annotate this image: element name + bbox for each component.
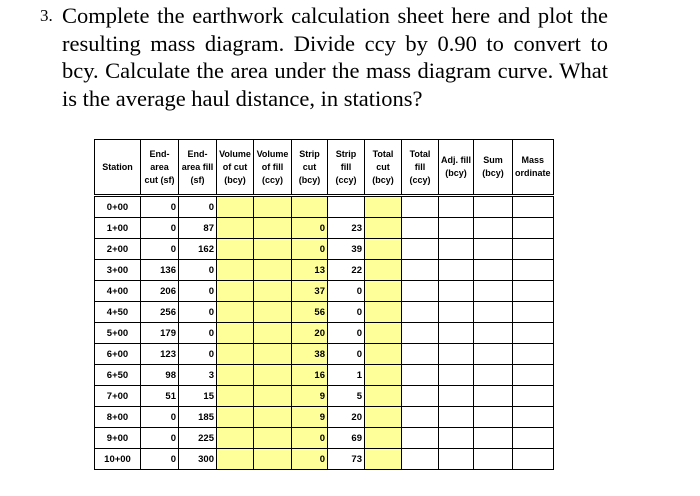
cell-strip-cut: 38 xyxy=(292,344,328,365)
table-row xyxy=(95,218,554,239)
cell-station: 0+00 xyxy=(95,196,141,218)
cell-sum xyxy=(474,386,513,407)
table-row xyxy=(95,196,554,218)
cell-mass-ordinate xyxy=(513,323,554,344)
cell-total-cut xyxy=(365,218,402,239)
cell-station: 6+00 xyxy=(95,344,141,365)
cell-total-fill xyxy=(402,344,439,365)
cell-strip-cut: 9 xyxy=(292,407,328,428)
cell-total-cut xyxy=(365,323,402,344)
cell-strip-fill: 20 xyxy=(328,407,365,428)
cell-total-fill xyxy=(402,428,439,449)
header-strip-fill: Strip fill (ccy) xyxy=(328,140,365,196)
cell-station: 4+00 xyxy=(95,281,141,302)
cell-total-cut xyxy=(365,428,402,449)
cell-total-fill xyxy=(402,407,439,428)
cell-strip-cut: 37 xyxy=(292,281,328,302)
cell-strip-cut: 20 xyxy=(292,323,328,344)
cell-end-area-fill: 3 xyxy=(179,365,217,386)
cell-adj-fill xyxy=(439,323,474,344)
cell-end-area-cut: 179 xyxy=(141,323,179,344)
cell-mass-ordinate xyxy=(513,344,554,365)
cell-volume-fill xyxy=(254,281,292,302)
cell-total-fill xyxy=(402,386,439,407)
cell-adj-fill xyxy=(439,449,474,470)
cell-adj-fill xyxy=(439,365,474,386)
cell-sum xyxy=(474,365,513,386)
cell-strip-fill xyxy=(328,196,365,218)
table-row xyxy=(95,386,554,407)
cell-mass-ordinate xyxy=(513,386,554,407)
cell-volume-cut xyxy=(217,302,254,323)
table-row xyxy=(95,344,554,365)
cell-strip-fill: 0 xyxy=(328,323,365,344)
cell-volume-cut xyxy=(217,260,254,281)
cell-volume-fill xyxy=(254,449,292,470)
cell-total-fill xyxy=(402,239,439,260)
cell-end-area-cut: 136 xyxy=(141,260,179,281)
header-total-fill: Total fill (ccy) xyxy=(402,140,439,196)
cell-sum xyxy=(474,218,513,239)
cell-strip-cut: 9 xyxy=(292,386,328,407)
cell-end-area-cut: 51 xyxy=(141,386,179,407)
header-sum: Sum (bcy) xyxy=(474,140,513,196)
cell-volume-fill xyxy=(254,428,292,449)
cell-end-area-cut: 98 xyxy=(141,365,179,386)
cell-end-area-fill: 300 xyxy=(179,449,217,470)
table-row xyxy=(95,407,554,428)
cell-station: 4+50 xyxy=(95,302,141,323)
cell-strip-cut: 56 xyxy=(292,302,328,323)
cell-strip-cut: 0 xyxy=(292,239,328,260)
cell-volume-cut xyxy=(217,386,254,407)
problem-text: Complete the earthwork calculation sheet here and plot the resulting mass diagram. Divide ccy by 0.90 to convert to bcy. Calculate the area under the mass diagram curve. What is the average haul distance, in stations? xyxy=(62,3,608,111)
cell-volume-cut xyxy=(217,428,254,449)
cell-end-area-cut: 206 xyxy=(141,281,179,302)
cell-sum xyxy=(474,302,513,323)
cell-strip-cut: 13 xyxy=(292,260,328,281)
cell-station: 10+00 xyxy=(95,449,141,470)
table-row xyxy=(95,260,554,281)
cell-end-area-fill: 15 xyxy=(179,386,217,407)
cell-station: 5+00 xyxy=(95,323,141,344)
cell-mass-ordinate xyxy=(513,239,554,260)
header-end-area-fill: End-area fill (sf) xyxy=(179,140,217,196)
cell-station: 6+50 xyxy=(95,365,141,386)
cell-sum xyxy=(474,449,513,470)
cell-total-fill xyxy=(402,323,439,344)
cell-volume-cut xyxy=(217,323,254,344)
cell-total-fill xyxy=(402,449,439,470)
cell-end-area-cut: 0 xyxy=(141,428,179,449)
cell-volume-fill xyxy=(254,302,292,323)
header-strip-cut: Strip cut (bcy) xyxy=(292,140,328,196)
earthwork-calculation-sheet xyxy=(94,139,554,470)
problem-number: 3. xyxy=(40,6,53,25)
cell-end-area-fill: 185 xyxy=(179,407,217,428)
cell-strip-cut: 16 xyxy=(292,365,328,386)
header-total-cut: Total cut (bcy) xyxy=(365,140,402,196)
header-mass-ordinate: Mass ordinate xyxy=(513,140,554,196)
sheet-body xyxy=(95,196,554,470)
cell-mass-ordinate xyxy=(513,302,554,323)
table-row xyxy=(95,449,554,470)
cell-volume-cut xyxy=(217,449,254,470)
cell-adj-fill xyxy=(439,218,474,239)
cell-station: 8+00 xyxy=(95,407,141,428)
cell-volume-fill xyxy=(254,386,292,407)
cell-adj-fill xyxy=(439,407,474,428)
cell-strip-fill: 39 xyxy=(328,239,365,260)
cell-volume-fill xyxy=(254,407,292,428)
cell-total-fill xyxy=(402,302,439,323)
header-volume-cut: Volume of cut (bcy) xyxy=(217,140,254,196)
table-row xyxy=(95,365,554,386)
cell-adj-fill xyxy=(439,260,474,281)
cell-volume-fill xyxy=(254,365,292,386)
cell-total-cut xyxy=(365,196,402,218)
cell-strip-fill: 22 xyxy=(328,260,365,281)
cell-total-cut xyxy=(365,344,402,365)
cell-sum xyxy=(474,407,513,428)
cell-station: 2+00 xyxy=(95,239,141,260)
cell-strip-fill: 0 xyxy=(328,344,365,365)
cell-end-area-fill: 0 xyxy=(179,281,217,302)
cell-end-area-cut: 256 xyxy=(141,302,179,323)
cell-mass-ordinate xyxy=(513,196,554,218)
cell-end-area-fill: 0 xyxy=(179,302,217,323)
cell-sum xyxy=(474,281,513,302)
cell-end-area-fill: 0 xyxy=(179,323,217,344)
cell-strip-fill: 5 xyxy=(328,386,365,407)
cell-end-area-fill: 162 xyxy=(179,239,217,260)
cell-end-area-fill: 0 xyxy=(179,260,217,281)
cell-adj-fill xyxy=(439,428,474,449)
header-volume-fill: Volume of fill (ccy) xyxy=(254,140,292,196)
cell-end-area-cut: 0 xyxy=(141,196,179,218)
cell-volume-cut xyxy=(217,365,254,386)
cell-strip-fill: 69 xyxy=(328,428,365,449)
cell-end-area-fill: 0 xyxy=(179,196,217,218)
cell-strip-fill: 73 xyxy=(328,449,365,470)
cell-station: 1+00 xyxy=(95,218,141,239)
cell-strip-cut: 0 xyxy=(292,428,328,449)
cell-end-area-cut: 0 xyxy=(141,449,179,470)
cell-station: 3+00 xyxy=(95,260,141,281)
cell-adj-fill xyxy=(439,196,474,218)
cell-total-cut xyxy=(365,260,402,281)
cell-mass-ordinate xyxy=(513,449,554,470)
cell-total-fill xyxy=(402,260,439,281)
cell-volume-cut xyxy=(217,407,254,428)
header-end-area-cut: End-area cut (sf) xyxy=(141,140,179,196)
header-station: Station xyxy=(95,140,141,196)
cell-end-area-fill: 225 xyxy=(179,428,217,449)
cell-end-area-fill: 87 xyxy=(179,218,217,239)
cell-total-cut xyxy=(365,365,402,386)
cell-mass-ordinate xyxy=(513,281,554,302)
cell-total-cut xyxy=(365,239,402,260)
cell-mass-ordinate xyxy=(513,218,554,239)
cell-volume-cut xyxy=(217,281,254,302)
cell-total-cut xyxy=(365,449,402,470)
cell-sum xyxy=(474,196,513,218)
header-adj-fill: Adj. fill (bcy) xyxy=(439,140,474,196)
cell-volume-cut xyxy=(217,196,254,218)
cell-mass-ordinate xyxy=(513,260,554,281)
cell-mass-ordinate xyxy=(513,407,554,428)
cell-strip-fill: 1 xyxy=(328,365,365,386)
cell-adj-fill xyxy=(439,302,474,323)
cell-volume-fill xyxy=(254,344,292,365)
cell-end-area-fill: 0 xyxy=(179,344,217,365)
cell-sum xyxy=(474,260,513,281)
cell-strip-cut: 0 xyxy=(292,449,328,470)
cell-mass-ordinate xyxy=(513,428,554,449)
table-row xyxy=(95,302,554,323)
table-row xyxy=(95,239,554,260)
cell-adj-fill xyxy=(439,239,474,260)
cell-total-cut xyxy=(365,302,402,323)
cell-end-area-cut: 0 xyxy=(141,239,179,260)
cell-total-cut xyxy=(365,281,402,302)
cell-sum xyxy=(474,344,513,365)
header-row xyxy=(95,140,554,196)
cell-end-area-cut: 123 xyxy=(141,344,179,365)
table-row xyxy=(95,428,554,449)
cell-adj-fill xyxy=(439,344,474,365)
cell-volume-fill xyxy=(254,196,292,218)
cell-volume-fill xyxy=(254,323,292,344)
cell-total-cut xyxy=(365,407,402,428)
table-row xyxy=(95,281,554,302)
cell-end-area-cut: 0 xyxy=(141,218,179,239)
cell-total-fill xyxy=(402,218,439,239)
cell-volume-cut xyxy=(217,239,254,260)
cell-mass-ordinate xyxy=(513,365,554,386)
cell-strip-fill: 0 xyxy=(328,281,365,302)
cell-total-fill xyxy=(402,196,439,218)
cell-volume-fill xyxy=(254,218,292,239)
cell-total-cut xyxy=(365,386,402,407)
cell-total-fill xyxy=(402,281,439,302)
cell-adj-fill xyxy=(439,386,474,407)
cell-strip-cut xyxy=(292,196,328,218)
cell-strip-cut: 0 xyxy=(292,218,328,239)
cell-adj-fill xyxy=(439,281,474,302)
cell-total-fill xyxy=(402,365,439,386)
table-row xyxy=(95,323,554,344)
cell-sum xyxy=(474,239,513,260)
cell-strip-fill: 23 xyxy=(328,218,365,239)
cell-end-area-cut: 0 xyxy=(141,407,179,428)
cell-station: 9+00 xyxy=(95,428,141,449)
cell-strip-fill: 0 xyxy=(328,302,365,323)
problem-statement xyxy=(40,2,608,112)
cell-station: 7+00 xyxy=(95,386,141,407)
cell-volume-fill xyxy=(254,239,292,260)
cell-volume-cut xyxy=(217,344,254,365)
cell-volume-fill xyxy=(254,260,292,281)
cell-sum xyxy=(474,323,513,344)
cell-volume-cut xyxy=(217,218,254,239)
cell-sum xyxy=(474,428,513,449)
